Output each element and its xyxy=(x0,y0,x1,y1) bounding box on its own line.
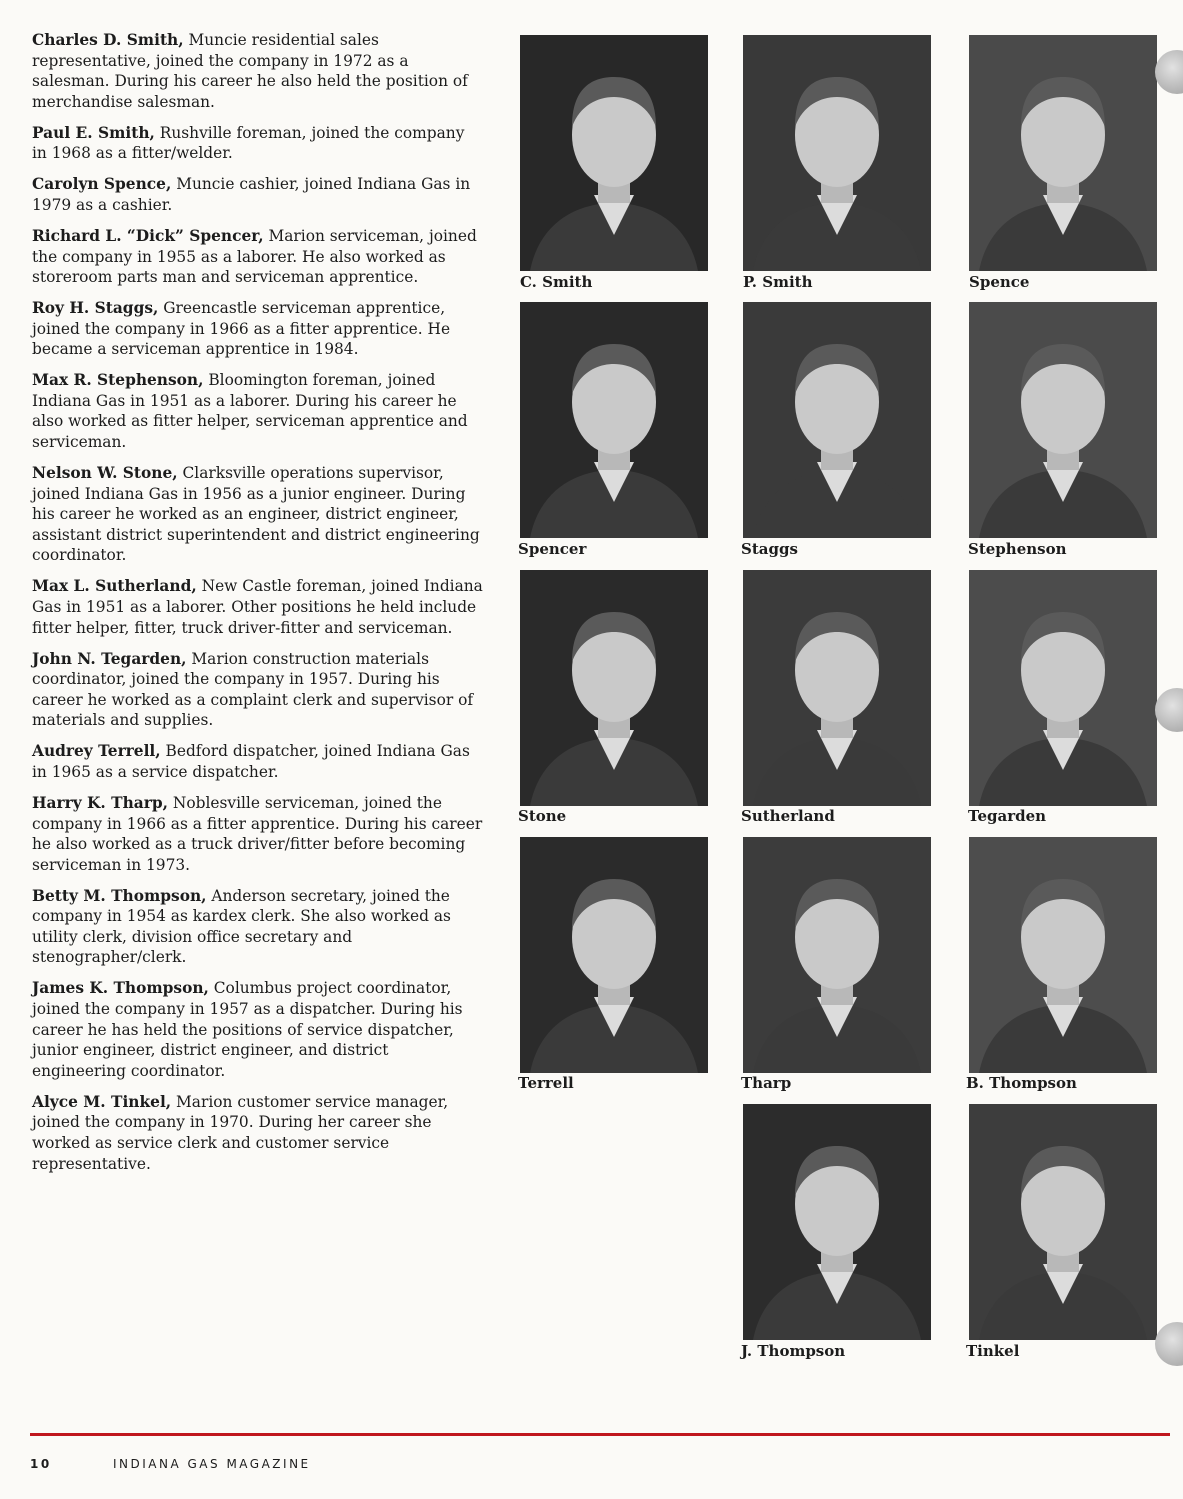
bio-name: Paul E. Smith, xyxy=(32,123,155,142)
photo-caption: Tharp xyxy=(741,1074,792,1092)
bio-tegarden xyxy=(32,649,484,731)
bio-text: Bedford dispatcher, joined Indiana Gas in 1965 as a service dispatcher. xyxy=(32,742,470,781)
footer-rule xyxy=(30,1433,1170,1436)
photo-caption: Sutherland xyxy=(741,807,835,825)
bio-name: Harry K. Tharp, xyxy=(32,793,168,812)
bio-text: Muncie cashier, joined Indiana Gas in 1979 as a cashier. xyxy=(32,175,471,214)
portrait-photo xyxy=(743,302,931,538)
portrait-silhouette xyxy=(969,570,1157,806)
bio-stephenson xyxy=(32,370,484,452)
portrait-silhouette xyxy=(520,302,708,538)
portrait-photo xyxy=(520,837,708,1073)
bio-c-smith xyxy=(32,30,484,112)
photo-caption: C. Smith xyxy=(520,273,593,291)
photo-caption: Spence xyxy=(969,273,1030,291)
portrait-silhouette xyxy=(743,302,931,538)
portrait-silhouette xyxy=(743,570,931,806)
portrait-photo xyxy=(743,837,931,1073)
bio-stone xyxy=(32,463,484,566)
portrait-photo xyxy=(520,302,708,538)
bio-text: Marion construction materials coordinator, joined the company in 1957. During his career he worked as a complaint clerk and supervisor of materials and supplies. xyxy=(32,649,474,730)
portrait-silhouette xyxy=(520,35,708,271)
bio-name: Carolyn Spence, xyxy=(32,175,172,194)
publication-name: INDIANA GAS MAGAZINE xyxy=(113,1457,311,1471)
bio-name: Nelson W. Stone, xyxy=(32,464,178,483)
photo-caption: Staggs xyxy=(741,540,798,558)
photo-caption: Stone xyxy=(518,807,567,825)
bio-tharp xyxy=(32,793,484,875)
bio-text: Columbus project coordinator, joined the company in 1957 as a dispatcher. During his career he has held the positions of service dispatcher, junior engineer, district engineer, and district engineering coordinator. xyxy=(32,979,463,1080)
bio-name: Charles D. Smith, xyxy=(32,31,184,49)
bio-column xyxy=(32,30,484,1185)
portrait-photo xyxy=(743,35,931,271)
portrait-photo xyxy=(520,35,708,271)
bio-tinkel xyxy=(32,1092,484,1174)
bio-name: Roy H. Staggs, xyxy=(32,299,159,318)
bio-sutherland xyxy=(32,576,484,638)
bio-name: John N. Tegarden, xyxy=(32,649,187,668)
bio-p-smith xyxy=(32,123,484,164)
bio-terrell xyxy=(32,741,484,782)
portrait-photo xyxy=(743,570,931,806)
bio-text: New Castle foreman, joined Indiana Gas in 1951 as a laborer. Other positions he held include fitter helper, fitter, truck driver-fitter and serviceman. xyxy=(32,577,483,637)
binder-hole xyxy=(1155,50,1183,94)
photo-caption: J. Thompson xyxy=(741,1342,846,1360)
photo-caption: Stephenson xyxy=(968,540,1067,558)
portrait-silhouette xyxy=(969,35,1157,271)
bio-name: Max L. Sutherland, xyxy=(32,577,197,596)
portrait-silhouette xyxy=(743,837,931,1073)
portrait-silhouette xyxy=(743,1104,931,1340)
bio-name: James K. Thompson, xyxy=(32,979,209,998)
portrait-silhouette xyxy=(520,570,708,806)
binder-hole xyxy=(1155,688,1183,732)
bio-text: Rushville foreman, joined the company in 1968 as a fitter/welder. xyxy=(32,123,465,163)
portrait-silhouette xyxy=(743,35,931,271)
portrait-silhouette xyxy=(969,302,1157,538)
bio-j-thompson xyxy=(32,978,484,1081)
portrait-photo xyxy=(969,837,1157,1073)
photo-caption: B. Thompson xyxy=(966,1074,1077,1092)
portrait-photo xyxy=(969,35,1157,271)
binder-hole xyxy=(1155,1322,1183,1366)
bio-text: Clarksville operations supervisor, joined Indiana Gas in 1956 as a junior engineer. During his career he worked as an engineer, district engineer, assistant district superintendent and district engineering coordinator. xyxy=(32,464,480,565)
bio-b-thompson xyxy=(32,886,484,968)
page-number: 10 xyxy=(30,1457,52,1471)
portrait-silhouette xyxy=(969,1104,1157,1340)
bio-text: Marion serviceman, joined the company in 1955 as a laborer. He also worked as storeroom parts man and serviceman apprentice. xyxy=(32,226,477,287)
bio-text: Noblesville serviceman, joined the company in 1966 as a fitter apprentice. During his career he also worked as a truck driver/fitter before becoming serviceman in 1973. xyxy=(32,793,483,874)
bio-text: Anderson secretary, joined the company in 1954 as kardex clerk. She also worked as utility clerk, division office secretary and stenographer/clerk. xyxy=(32,886,451,967)
portrait-silhouette xyxy=(969,837,1157,1073)
portrait-photo xyxy=(520,570,708,806)
bio-name: Alyce M. Tinkel, xyxy=(32,1092,172,1111)
photo-caption: Tegarden xyxy=(968,807,1047,825)
photo-caption: Spencer xyxy=(518,540,587,558)
portrait-photo xyxy=(743,1104,931,1340)
portrait-photo xyxy=(969,1104,1157,1340)
bio-text: Muncie residential sales representative, joined the company in 1972 as a salesman. During his career he also held the position of merchandise salesman. xyxy=(32,31,468,111)
bio-staggs xyxy=(32,298,484,360)
portrait-silhouette xyxy=(520,837,708,1073)
bio-text: Marion customer service manager, joined the company in 1970. During her career she worked as service clerk and customer service representative. xyxy=(32,1092,449,1173)
portrait-photo xyxy=(969,302,1157,538)
photo-caption: Tinkel xyxy=(966,1342,1020,1360)
bio-name: Audrey Terrell, xyxy=(32,742,161,761)
bio-name: Richard L. “Dick” Spencer, xyxy=(32,226,264,245)
portrait-photo xyxy=(969,570,1157,806)
bio-name: Betty M. Thompson, xyxy=(32,886,207,905)
photo-caption: P. Smith xyxy=(743,273,813,291)
photo-caption: Terrell xyxy=(518,1074,574,1092)
bio-text: Greencastle serviceman apprentice, joined the company in 1966 as a fitter apprentice. He became a serviceman apprentice in 1984. xyxy=(32,299,451,359)
bio-name: Max R. Stephenson, xyxy=(32,371,204,390)
bio-text: Bloomington foreman, joined Indiana Gas in 1951 as a laborer. During his career he also worked as fitter helper, serviceman apprentice and serviceman. xyxy=(32,371,468,452)
bio-spence xyxy=(32,174,484,215)
bio-spencer xyxy=(32,226,484,288)
